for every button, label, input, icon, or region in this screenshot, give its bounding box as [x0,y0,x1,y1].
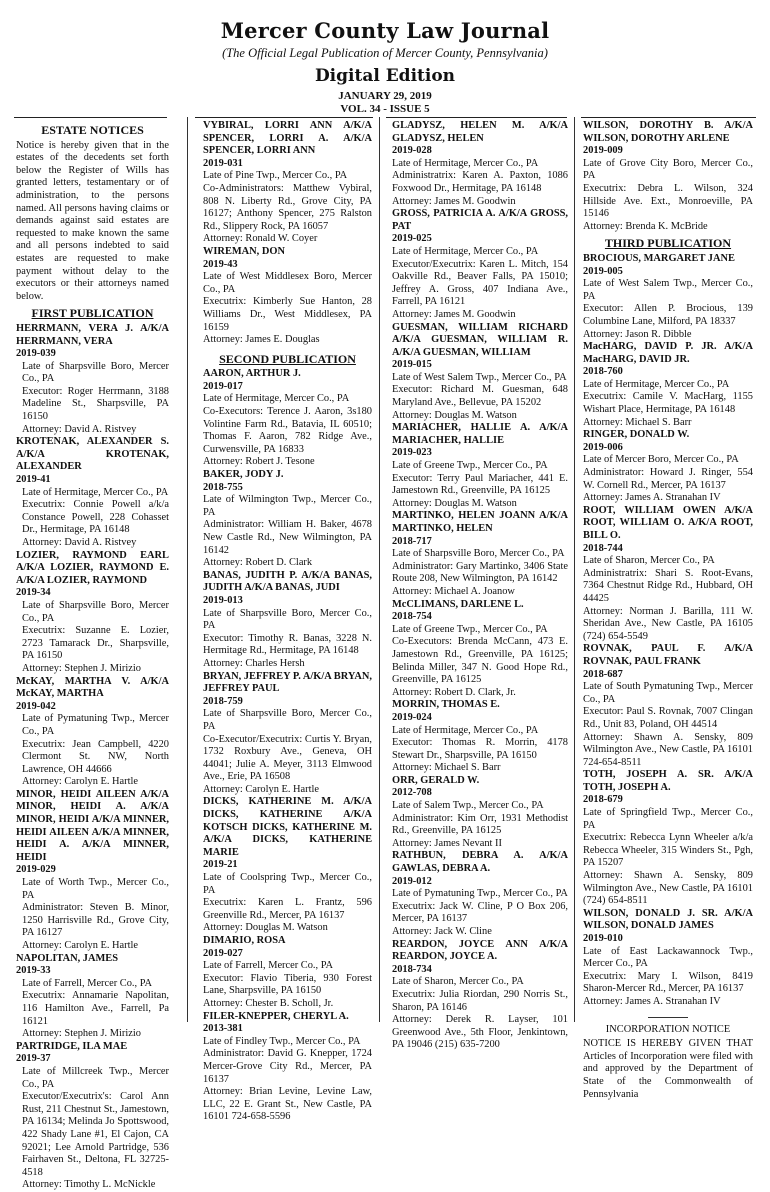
case-number: 2018-744 [583,542,623,554]
entry-detail: Attorney: James Nevant II [392,837,502,849]
entry-detail: Attorney: Ronald W. Coyer [203,233,318,245]
entry-detail: Late of West Middlesex Boro, Mercer Co., PA [203,271,372,295]
entry-detail: Late of Millcreek Twp., Mercer Co., PA [22,1065,169,1090]
decedent-name: NAPOLITAN, JAMES [16,952,118,964]
entry-detail: Attorney: Stephen J. Mirizio [22,1028,141,1040]
estate-entry [392,850,568,938]
case-number: 2018-687 [583,668,623,680]
case-number: 2019-042 [16,700,56,712]
estate-entry [203,368,372,469]
entry-detail: Late of Worth Twp., Mercer Co., PA [22,877,169,901]
entries-list [203,120,372,347]
entry-detail: Attorney: Charles Hersh [203,657,305,669]
entry-detail: Attorney: Stephen J. Mirizio [22,662,141,674]
case-number: 2018-755 [203,481,243,493]
estate-entry [392,699,568,775]
entries-list [203,368,372,1124]
entry-detail: Late of Pymatuning Twp., Mercer Co., PA [392,888,568,900]
decedent-name: GROSS, PATRICIA A. A/K/A GROSS, PAT [392,208,568,232]
estate-entry [392,510,568,598]
entry-detail: Executrix: Karen L. Frantz, 596 Greenville Rd., Mercer, PA 16137 [203,897,372,921]
first-publication-heading: FIRST PUBLICATION [31,306,154,321]
entry-detail: Attorney: Robert J. Tesone [203,456,315,468]
decedent-name: McKAY, MARTHA V. A/K/A McKAY, MARTHA [16,675,169,700]
case-number: 2019-028 [392,145,432,157]
decedent-name: DICKS, KATHERINE M. A/K/A DICKS, KATHERINE A/K/A KOTSCH DICKS, KATHERINE M. A/K/A DICKS, KATHERINE MARIE [203,796,372,858]
entry-detail: Attorney: James A. Stranahan IV [583,492,721,504]
decedent-name: BRYAN, JEFFREY P. A/K/A BRYAN, JEFFREY PAUL [203,670,372,695]
entries-list [16,323,169,1192]
entry-detail: Late of South Pymatuning Twp., Mercer Co., PA [583,681,753,705]
estate-entry [203,469,372,570]
estate-entry [203,1011,372,1124]
case-number: 2019-012 [392,875,432,887]
decedent-name: BAKER, JODY J. [203,469,284,481]
entry-detail: Late of Sharpsville Boro, Mercer Co., PA [203,708,372,732]
entry-detail: Executrix: Debra L. Wilson, 324 Hillside Ave. Ext., Monroeville, PA 15146 [583,182,753,220]
entry-detail: Late of Coolspring Twp., Mercer Co., PA [203,872,372,896]
estate-entry [392,775,568,851]
incorporation-notice-text: NOTICE IS HEREBY GIVEN THAT Articles of Incorporation were filed with and approved by the Department of State of the Commonwealth of Pennsylvania [583,1038,753,1100]
entries-list [583,253,753,1009]
case-number: 2019-33 [16,965,51,977]
estate-entry [583,120,753,233]
entry-detail: Attorney: Michael S. Barr [392,762,501,774]
case-number: 2019-37 [16,1053,51,1065]
entry-detail: Attorney: Shawn A. Sensky, 809 Wilmington Ave., New Castle, PA 16101 (724) 654-8511 [583,870,753,907]
decedent-name: ROOT, WILLIAM OWEN A/K/A ROOT, WILLIAM O. A/K/A ROOT, BILL O. [583,504,753,541]
column-top-rule [581,117,756,118]
case-number: 2019-005 [583,265,623,277]
estate-entry [16,323,169,436]
entry-detail: Late of West Salem Twp., Mercer Co., PA [392,371,567,383]
case-number: 2019-023 [392,447,432,459]
estate-entry [583,505,753,644]
entry-detail: Late of West Salem Twp., Mercer Co., PA [583,278,753,302]
case-number: 2019-029 [16,864,56,876]
estate-entry [583,341,753,429]
entries-list [583,120,753,233]
entry-detail: Administrator: Howard J. Ringer, 554 W. Cornell Rd., Mercer, PA 16137 [583,467,753,491]
entry-detail: Late of Farrell, Mercer Co., PA [203,960,334,972]
entry-detail: Executor: Paul S. Rovnak, 7007 Clingan Rd., Unit 83, Poland, OH 44514 [583,706,753,730]
entry-detail: Attorney: Douglas M. Watson [203,922,328,934]
entry-detail: Late of Sharpsville Boro, Mercer Co., PA [22,360,169,385]
entry-detail: Late of Hermitage, Mercer Co., PA [22,486,169,498]
estate-notices-heading: ESTATE NOTICES [41,123,144,137]
entry-detail: Late of Sharpsville Boro, Mercer Co., PA [392,548,565,560]
entry-detail: Attorney: Brenda K. McBride [583,220,708,232]
entry-detail: Administratrix: Karen A. Paxton, 1086 Foxwood Dr., Hermitage, PA 16148 [392,170,568,194]
estate-entry [583,253,753,341]
entry-detail: Executrix: Mary I. Wilson, 8419 Sharon-Mercer Rd., Mercer, PA 16137 [583,970,753,995]
entry-detail: Attorney: Robert D. Clark [203,557,313,569]
estate-entry [583,769,753,908]
second-publication-heading: SECOND PUBLICATION [219,351,356,366]
column-4 [583,120,753,1100]
entry-detail: Attorney: James M. Goodwin [392,195,516,207]
case-number: 2019-025 [392,233,432,245]
entry-detail: Co-Executors: Brenda McCann, 473 E. Jamestown Rd., Greenville, PA 16125; Belinda Miller, 347 N. Good Hope Rd., Greenville, PA 16125 [392,636,568,686]
column-1 [16,120,169,1191]
entry-detail: Attorney: Brian Levine, Levine Law, LLC, 22 E. Grant St., New Castle, PA 16101 724-658-5596 [203,1086,372,1123]
decedent-name: GLADYSZ, HELEN M. A/K/A GLADYSZ, HELEN [392,120,568,144]
estate-entry [16,789,169,953]
case-number: 2019-010 [583,933,623,944]
decedent-name: MARIACHER, HALLIE A. A/K/A MARIACHER, HALLIE [392,422,568,446]
case-number: 2019-43 [203,258,238,270]
case-number: 2019-41 [16,474,51,486]
entry-detail: Late of Hermitage, Mercer Co., PA [392,724,539,736]
entry-detail: Late of Grove City Boro, Mercer Co., PA [583,157,753,182]
column-divider [187,117,188,1022]
estate-entry [392,939,568,1052]
decedent-name: DIMARIO, ROSA [203,935,286,946]
entry-detail: Executrix: Jean Campbell, 4220 Clermont St. NW, North Lawrence, OH 44666 [22,738,169,775]
entry-detail: Late of Wilmington Twp., Mercer Co., PA [203,494,372,518]
decedent-name: PARTRIDGE, ILA MAE [16,1040,128,1052]
entry-detail: Executor: Thomas R. Morrin, 4178 Stewart Dr., Sharpsville, PA 16150 [392,737,568,761]
column-3 [392,120,568,1051]
entry-detail: Executor/Executrix: Karen L. Mitch, 154 Oakville Rd., Beaver Falls, PA 15010; Jeffrey A. Gross, 407 Indiana Ave., Farrell, PA 16121 [392,258,568,308]
entry-detail: Attorney: David A. Ristvey [22,423,137,435]
entry-detail: Attorney: Carolyn E. Hartle [22,940,138,951]
entry-detail: Late of Hermitage, Mercer Co., PA [392,157,539,169]
entry-detail: Attorney: James M. Goodwin [392,308,516,320]
entry-detail: Late of Pine Twp., Mercer Co., PA [203,170,348,182]
entry-detail: Attorney: Carolyn E. Hartle [203,783,319,795]
entry-detail: Attorney: Shawn A. Sensky, 809 Wilmington Ave., New Castle, PA 16101 724-654-8511 [583,731,753,768]
entry-detail: Attorney: Norman J. Barilla, 111 W. Sheridan Ave., New Castle, PA 16105 (724) 654-5549 [583,605,753,642]
case-number: 2019-031 [203,157,243,169]
case-number: 2019-006 [583,441,623,453]
entry-detail: Late of Springfield Twp., Mercer Co., PA [583,807,753,831]
entry-detail: Attorney: David A. Ristvey [22,537,137,548]
entry-detail: Administrator: David G. Knepper, 1724 Mercer-Grove City Rd., Mercer, PA 16137 [203,1048,372,1085]
entry-detail: Executor: Terry Paul Mariacher, 441 E. Jamestown Rd., Greenville, PA 16125 [392,472,568,497]
decedent-name: FILER-KNEPPER, CHERYL A. [203,1010,349,1022]
estate-entry [16,676,169,789]
case-number: 2019-027 [203,947,243,959]
entry-detail: Attorney: Jason R. Dibble [583,328,692,340]
decedent-name: GUESMAN, WILLIAM RICHARD A/K/A GUESMAN, WILLIAM R. A/K/A GUESMAN, WILLIAM [392,321,568,358]
entry-detail: Administratrix: Shari S. Root-Evans, 7364 Chestnut Ridge Rd., Hubbard, OH 44425 [583,567,753,604]
journal-title: Mercer County Law Journal [220,18,550,43]
decedent-name: BROCIOUS, MARGARET JANE [583,252,735,264]
entry-detail: Attorney: James E. Douglas [203,334,320,346]
entry-detail: Co-Executor/Executrix: Curtis Y. Bryan, 1732 Roxbury Ave., Geneva, OH 44041; Julie A. Meyer, 3113 Elmwood Ave., Erie, PA 16508 [203,733,372,783]
entry-detail: Attorney: Carolyn E. Hartle [22,776,138,788]
estate-entry [203,120,372,246]
entry-detail: Attorney: Derek R. Layser, 101 Greenwood Ave., 5th Floor, Jenkintown, PA 19046 (215) 635-7200 [392,1014,568,1051]
estate-entry [203,246,372,347]
entry-detail: Administrator: Gary Martinko, 3406 State Route 208, New Wilmington, PA 16142 [392,560,568,585]
estate-entry [203,796,372,935]
decedent-name: LOZIER, RAYMOND EARL A/K/A LOZIER, RAYMOND E. A/K/A LOZIER, RAYMOND [16,549,169,586]
entry-detail: Late of Greene Twp., Mercer Co., PA [392,460,548,472]
column-top-rule [14,117,167,118]
entry-detail: Late of Greene Twp., Mercer Co., PA [392,623,548,635]
column-top-rule [386,117,567,118]
entry-detail: Executrix: Julia Riordan, 290 Norris St., Sharon, PA 16146 [392,988,568,1013]
entry-detail: Executor: Allen P. Brocious, 139 Columbine Lane, Milford, PA 18337 [583,303,753,327]
decedent-name: WIREMAN, DON [203,245,285,257]
entry-detail: Co-Executors: Terence J. Aaron, 3s180 Volintine Farm Rd., Batavia, IL 60510; Thomas F. Aaron, 782 Ridge Ave., Curwensville, PA 16833 [203,406,372,455]
entry-detail: Late of Sharpsville Boro, Mercer Co., PA [203,607,372,632]
case-number: 2018-759 [203,695,243,707]
estate-entry [203,671,372,797]
entry-detail: Late of Mercer Boro, Mercer Co., PA [583,454,739,466]
estate-entry [392,422,568,510]
column-divider [574,117,575,1022]
estate-entry [392,322,568,423]
case-number: 2018-754 [392,611,432,623]
journal-subtitle: (The Official Legal Publication of Mercer County, Pennsylvania) [222,46,548,60]
decedent-name: MacHARG, DAVID P. JR. A/K/A MacHARG, DAVID JR. [583,341,753,365]
decedent-name: AARON, ARTHUR J. [203,368,301,380]
incorporation-notice-heading: INCORPORATION NOTICE [605,1023,731,1035]
decedent-name: WILSON, DOROTHY B. A/K/A WILSON, DOROTHY ARLENE [583,120,753,144]
entry-detail: Late of Farrell, Mercer Co., PA [22,977,153,989]
case-number: 2019-015 [392,359,432,371]
estate-entry [16,550,169,676]
decedent-name: TOTH, JOSEPH A. SR. A/K/A TOTH, JOSEPH A. [583,769,753,793]
decedent-name: MINOR, HEIDI AILEEN A/K/A MINOR, HEIDI A. A/K/A MINOR, HEIDI A/K/A MINNER, HEIDI AILEEN A/K/A MINNER, HEIDI A. A/K/A MINNER, HEIDI [16,788,169,863]
issue-date: JANUARY 29, 2019 [338,90,432,102]
entry-detail: Attorney: James A. Stranahan IV [583,995,721,1007]
decedent-name: KROTENAK, ALEXANDER S. A/K/A KROTENAK, ALEXANDER [16,436,169,473]
entry-detail: Executrix: Jack W. Cline, P O Box 206, Mercer, PA 16137 [392,900,568,925]
decedent-name: REARDON, JOYCE ANN A/K/A REARDON, JOYCE A. [392,938,568,963]
entry-detail: Executrix: Kimberly Sue Hanton, 28 Williams Dr., West Middlesex, PA 16159 [203,296,372,333]
entry-detail: Attorney: Robert D. Clark, Jr. [392,686,516,698]
estate-entry [583,643,753,769]
estate-notices-intro: Notice is hereby given that in the estates of the decedents set forth below the Register of Wills has granted letters, testamentary or of administration, to the persons named. All persons having claims or demands against said estates are requested to make known the same and all persons indebted to said estates are requested to make payment without delay to the executors or their attorneys named below. [16,139,169,302]
estate-entry [392,208,568,321]
entry-detail: Late of Sharpsville Boro, Mercer Co., PA [22,599,169,624]
case-number: 2018-734 [392,963,432,975]
entry-detail: Late of Hermitage, Mercer Co., PA [583,378,730,390]
case-number: 2018-679 [583,794,623,806]
case-number: 2019-21 [203,859,238,871]
column-top-rule [195,117,373,118]
case-number: 2019-013 [203,594,243,606]
entry-detail: Late of Sharon, Mercer Co., PA [583,555,715,567]
estate-entry [583,429,753,505]
decedent-name: MARTINKO, HELEN JOANN A/K/A MARTINKO, HELEN [392,510,568,534]
estate-entry [392,599,568,700]
entry-detail: Attorney: Chester B. Scholl, Jr. [203,997,334,1009]
estate-entry [203,570,372,671]
entry-detail: Late of Salem Twp., Mercer Co., PA [392,800,544,812]
decedent-name: HERRMANN, VERA J. A/K/A HERRMANN, VERA [16,322,169,347]
case-number: 2019-039 [16,348,56,360]
decedent-name: WILSON, DONALD J. SR. A/K/A WILSON, DONALD JAMES [583,907,753,932]
entry-detail: Attorney: Timothy L. McNickle [22,1179,156,1191]
decedent-name: RINGER, DONALD W. [583,429,690,441]
entry-detail: Late of Sharon, Mercer Co., PA [392,976,524,988]
estate-entry [203,935,372,1011]
issue-volume: VOL. 34 - ISSUE 5 [340,103,430,115]
estate-entry [16,436,169,549]
entry-detail: Administrator: William H. Baker, 4678 New Castle Rd., New Wilmington, PA 16142 [203,519,372,556]
entry-detail: Late of East Lackawannock Twp., Mercer Co., PA [583,945,753,970]
case-number: 2019-009 [583,145,623,157]
estate-entry [392,120,568,208]
entry-detail: Executor: Richard M. Guesman, 648 Maryland Ave., Bellevue, PA 15202 [392,384,568,409]
estate-entry [16,953,169,1041]
decedent-name: MORRIN, THOMAS E. [392,699,500,711]
decedent-name: BANAS, JUDITH P. A/K/A BANAS, JUDITH A/K/A BANAS, JUDI [203,569,372,594]
entry-detail: Attorney: Michael A. Joanow [392,585,515,597]
entry-detail: Executrix: Annamarie Napolitan, 116 Hamilton Ave., Farrell, Pa 16121 [22,990,169,1027]
third-publication-heading: THIRD PUBLICATION [604,236,732,251]
entry-detail: Administrator: Kim Orr, 1931 Methodist Rd., Greenville, PA 16125 [392,812,568,837]
entry-detail: Executor/Executrix's: Carol Ann Rust, 211 Chestnut St., Jamestown, PA 16134; Melinda Jo Spottswood, 422 Shady Lane #1, El Cajon, CA 92021; Lee Arnold Partridge, 536 Fairhaven St., Deltona, FL 32725-4518 [22,1091,169,1178]
entry-detail: Late of Findley Twp., Mercer Co., PA [203,1035,361,1047]
entry-detail: Executor: Timothy R. Banas, 3228 N. Hermitage Rd., Hermitage, PA 16148 [203,632,372,657]
case-number: 2012-708 [392,787,432,799]
entry-detail: Attorney: Douglas M. Watson [392,497,517,509]
entry-detail: Executrix: Rebecca Lynn Wheeler a/k/a Rebecca Wheeler, 315 Winders St., Pgh, PA 15207 [583,832,753,869]
entry-detail: Executrix: Connie Powell a/k/a Constance Powell, 228 Cohasset Dr., Hermitage, PA 16148 [22,499,169,536]
estate-entry [583,908,753,1009]
entry-detail: Executrix: Suzanne E. Lozier, 2723 Tamarack Dr., Sharpsville, PA 16150 [22,625,169,662]
entry-detail: Executor: Roger Herrmann, 3188 Madeline St., Sharpsville, PA 16150 [22,385,169,423]
entry-detail: Late of Pymatuning Twp., Mercer Co., PA [22,713,169,737]
entry-detail: Attorney: Michael S. Barr [583,416,692,428]
case-number: 2019-017 [203,380,243,392]
entry-detail: Late of Hermitage, Mercer Co., PA [392,245,539,257]
entry-detail: Late of Hermitage, Mercer Co., PA [203,393,350,405]
entry-detail: Executrix: Camile V. MacHarg, 1155 Wishart Place, Hermitage, PA 16148 [583,391,753,416]
decedent-name: ROVNAK, PAUL F. A/K/A ROVNAK, PAUL FRANK [583,643,753,667]
decedent-name: VYBIRAL, LORRI ANN A/K/A SPENCER, LORRI A. A/K/A SPENCER, LORRI ANN [203,120,372,157]
case-number: 2019-34 [16,587,51,599]
edition-label: Digital Edition [314,66,456,86]
case-number: 2018-717 [392,535,432,547]
notice-divider [648,1017,688,1018]
column-divider [379,117,380,1022]
estate-entry [16,1041,169,1192]
entry-detail: Attorney: Jack W. Cline [392,926,492,937]
entry-detail: Executor: Flavio Tiberia, 930 Forest Lane, Sharpsville, PA 16150 [203,972,372,997]
decedent-name: RATHBUN, DEBRA A. A/K/A GAWLAS, DEBRA A. [392,850,568,875]
decedent-name: McCLIMANS, DARLENE L. [392,598,524,610]
case-number: 2019-024 [392,711,432,723]
entry-detail: Administrator: Steven B. Minor, 1250 Harrisville Rd., Grove City, PA 16127 [22,902,169,939]
column-2 [203,120,372,1123]
entry-detail: Co-Administrators: Matthew Vybiral, 808 N. Liberty Rd., Grove City, PA 16127; Anthony Spencer, 275 Ralston Rd., Slippery Rock, PA 16057 [203,182,372,232]
case-number: 2013-381 [203,1023,243,1035]
decedent-name: ORR, GERALD W. [392,774,480,786]
case-number: 2018-760 [583,366,623,378]
entry-detail: Attorney: Douglas M. Watson [392,409,517,421]
entries-list [392,120,568,1052]
